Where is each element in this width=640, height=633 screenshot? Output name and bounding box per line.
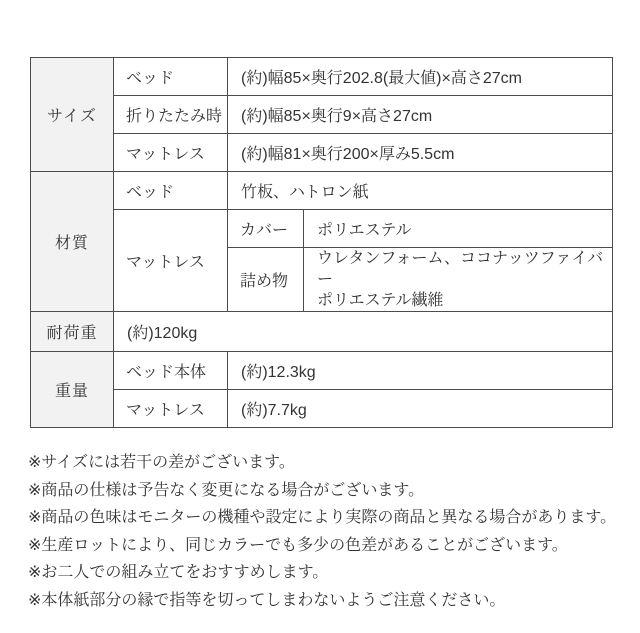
material-filling-label: 詰め物	[228, 248, 304, 312]
note-two-person-assembly: ※お二人での組み立てをおすすめします。	[28, 564, 329, 582]
note-paper-edge-caution: ※本体紙部分の縁で指等を切ってしまわないようご注意ください。	[28, 591, 506, 609]
material-bed-value: 竹板、ハトロン紙	[228, 172, 613, 210]
weight-mattress-value: (約)7.7kg	[228, 390, 613, 428]
weight-mattress-row	[31, 390, 613, 428]
weight-row-header: 重量	[31, 352, 114, 428]
weight-bed-label: ベッド本体	[114, 352, 228, 390]
note-size-variance: ※サイズには若干の差がございます。	[28, 454, 295, 471]
load-row-header: 耐荷重	[31, 312, 114, 352]
material-cover-label: カバー	[228, 210, 304, 248]
note-spec-change: ※商品の仕様は予告なく変更になる場合がございます。	[28, 481, 425, 499]
load-capacity-row	[31, 312, 613, 352]
filling-value-line2: ポリエステル繊維	[317, 292, 444, 309]
size-bed-row	[31, 58, 613, 96]
size-mattress-value: (約)幅81×奥行200×厚み5.5cm	[228, 134, 613, 172]
notes-list	[28, 449, 617, 615]
material-cover-value: ポリエステル	[304, 210, 613, 248]
size-bed-value: (約)幅85×奥行202.8(最大値)×高さ27cm	[228, 58, 613, 96]
note-monitor-color: ※商品の色味はモニターの機種や設定により実際の商品と異なる場合があります。	[28, 509, 617, 527]
size-folded-row	[31, 96, 613, 134]
material-row-header: 材質	[31, 172, 114, 312]
size-row-header: サイズ	[31, 58, 114, 172]
material-cover-row	[31, 210, 613, 248]
material-mattress-label: マットレス	[114, 210, 228, 312]
weight-mattress-label: マットレス	[114, 390, 228, 428]
weight-bed-value: (約)12.3kg	[228, 352, 613, 390]
load-capacity-value: (約)120kg	[114, 312, 613, 352]
material-bed-row	[31, 172, 613, 210]
filling-value-line1: ウレタンフォーム、ココナッツファイバー	[317, 250, 604, 288]
size-mattress-row	[31, 134, 613, 172]
size-folded-label: 折りたたみ時	[114, 96, 228, 134]
spec-table	[30, 57, 613, 428]
size-folded-value: (約)幅85×奥行9×高さ27cm	[228, 96, 613, 134]
weight-bed-row	[31, 352, 613, 390]
size-mattress-label: マットレス	[114, 134, 228, 172]
note-lot-color: ※生産ロットにより、同じカラーでも多少の色差があることがございます。	[28, 536, 568, 554]
material-filling-value	[304, 248, 613, 312]
material-bed-label: ベッド	[114, 172, 228, 210]
size-bed-label: ベッド	[114, 58, 228, 96]
